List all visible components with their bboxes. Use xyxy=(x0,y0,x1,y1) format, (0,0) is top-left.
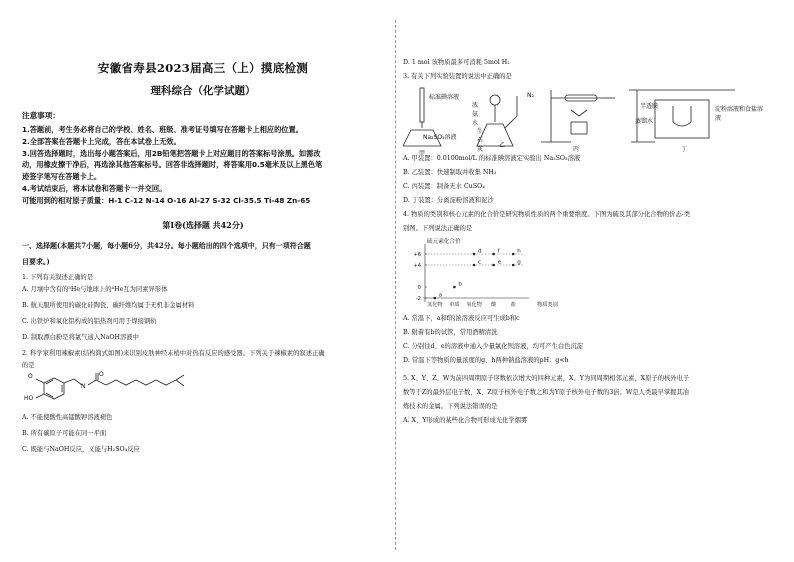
q4-option-c: C. 分别往d、e的溶液中通入少量氯化钡溶液，均可产生白色沉淀 xyxy=(403,343,584,350)
label-membrane: 半透膜 xyxy=(640,103,659,110)
section-title: 第Ⅰ卷(选择题 共42分) xyxy=(162,219,244,230)
q4-option-b: B. 附着有b的试管，常用酒精清洗 xyxy=(403,329,498,336)
note-line: 迹签字笔写在答题卡上。 xyxy=(22,172,102,182)
column-divider xyxy=(395,20,396,550)
note-line: 2.全部答案在答题卡上完成，答在本试卷上无效。 xyxy=(22,136,181,146)
question-2-stem: 2. 科学家利用辣椒素(结构简式如图)来识别皮肤神经末梢中对热有反应的感受器。下列关于辣椒素的叙述正确 xyxy=(22,349,325,357)
label-jia: 甲 xyxy=(419,150,426,157)
left-column xyxy=(22,40,384,461)
data-point-label: g xyxy=(517,259,521,266)
y-axis-label: 硫元素化合价 xyxy=(427,239,461,245)
question-2-stem-cont: 的是 xyxy=(22,361,35,369)
label-starch-salt: 淀粉溶液和食盐溶液 xyxy=(715,106,764,122)
data-point xyxy=(473,253,476,256)
x-tick-label: 氢化物 xyxy=(427,302,443,308)
question-3-stem: 3. 有关下列实验装置的说法中正确的是 xyxy=(403,73,512,80)
q1-option-d: D. 制取漂白粉是将氯气通入NaOH溶液中 xyxy=(22,333,139,341)
mol-label-carbonyl: O xyxy=(99,370,104,378)
y-tick-label: +4 xyxy=(413,263,421,269)
atomic-mass-line: 可能用到的相对原子质量：H-1 C-12 N-14 O-16 Al-27 S-32 Cl-35.5 Ti-48 Zn-65 xyxy=(22,195,311,205)
capsaicin-structure xyxy=(22,370,384,409)
q1-option-a: A. 月壤中含有的³He与地球上的⁴He互为同素异形体 xyxy=(22,285,168,293)
data-point-label: h xyxy=(517,248,521,255)
question-4-stem-cont: 别图。下列说法正确的是 xyxy=(403,225,473,232)
data-point-label: e xyxy=(497,259,502,266)
mol-label-nitrogen: N xyxy=(81,382,86,390)
label-distilled-water: 蒸馏水 xyxy=(635,118,654,125)
question-5-stem-cont: 数等于Z的最外层电子数，X、Z原子核外电子数之和为Y原子核外电子数的3倍。W是人类最早掌握其冶 xyxy=(403,389,690,396)
x-tick-label: 盐 xyxy=(510,302,516,308)
data-point xyxy=(434,297,437,300)
data-point xyxy=(473,264,476,267)
data-point-label: c xyxy=(478,259,482,266)
label-bing: 丙 xyxy=(573,146,580,153)
data-point-label: f xyxy=(497,248,500,255)
y-tick-label: 0 xyxy=(417,285,421,291)
right-column xyxy=(403,58,775,430)
q5-option-a: A. X、Y形成的某些化合物可形成光化学烟雾 xyxy=(403,417,528,424)
question-5-stem: 5. X、Y、Z、W为前四周期原子序数依次增大的四种元素，X、Y为同周期相邻元素，X原子的核外电子 xyxy=(403,375,690,382)
label-quicklime: 生石灰 xyxy=(477,128,484,153)
data-point xyxy=(492,264,495,267)
x-tick-label: 单质 xyxy=(449,302,460,308)
data-point xyxy=(453,286,456,289)
q3-option-d: D. 丁装置：分离淀粉溶液和泥沙 xyxy=(403,197,494,204)
q2-option-c: C. 既能与NaOH反应，又能与H₂SO₄反应 xyxy=(22,445,140,453)
notes-heading: 注意事项： xyxy=(22,111,60,120)
q2-option-b: B. 所有碳原子可能在同一平面 xyxy=(22,429,107,437)
q3-option-b: B. 乙装置：快速制取并收集 NH₃ xyxy=(403,169,497,176)
sulfur-valence-chart xyxy=(403,238,775,310)
data-point xyxy=(492,253,495,256)
x-axis-label: 物质类别 xyxy=(537,302,558,308)
x-tick-label: 氧化物 xyxy=(466,302,482,308)
label-ammonia: 浓氨水 xyxy=(472,102,479,127)
apparatus-figures xyxy=(403,86,775,157)
capsaicin-structure-svg xyxy=(22,370,222,409)
mol-label-hydroxyl: HO xyxy=(24,394,34,402)
q2-option-d: D. 1 mol 该物质最多可消耗 5mol H₂ xyxy=(403,59,510,66)
data-point xyxy=(512,264,515,267)
q4-option-d: D. 常温下等物质的量浓度的g、h两种钠盐溶液的pH：g<h xyxy=(403,357,569,364)
section-intro: 一、选择题(本题共7小题，每小题6分，共42分。每小题给出的四个选项中，只有一项符合题 xyxy=(22,240,311,250)
label-burette: 标准碘溶液 xyxy=(429,94,460,101)
exam-subtitle: 理科综合（化学试题） xyxy=(150,85,256,97)
section-intro: 目要求。) xyxy=(22,257,50,267)
label-yi: 乙 xyxy=(499,142,506,149)
data-point-label: b xyxy=(458,281,462,288)
question-5-stem-cont: 炼技术的金属。下列说法错误的是 xyxy=(403,403,498,410)
label-ding: 丁 xyxy=(681,146,688,153)
q1-option-c: C. 出铁炉和氧化铝构成的铝热剂可用于焊接钢轨 xyxy=(22,317,157,325)
question-1-stem: 1. 下列有关叙述正确的是 xyxy=(22,273,93,281)
note-line: 动，用橡皮擦干净后，再选涂其他答案标号。回答非选择题时，将答案用0.5毫米及以上黑色笔 xyxy=(22,160,323,170)
q4-option-a: A. 常温下，a和f的浓溶液反应可生成b和c xyxy=(403,315,520,322)
x-tick-label: 酸 xyxy=(490,302,497,308)
data-point xyxy=(512,253,515,256)
note-line: 4.考试结束后，将本试卷和答题卡一并交回。 xyxy=(22,183,167,193)
q2-option-a: A. 不能使酸性高锰酸钾溶液褪色 xyxy=(22,413,113,421)
label-n2: N₂ xyxy=(527,92,534,99)
apparatus-bing-svg xyxy=(531,86,621,148)
note-line: 3.回答选择题时，选出每小题答案后，用2B铅笔把答题卡上对应题目的答案标号涂黑。如需改 xyxy=(22,148,321,158)
question-4-stem: 4. 物质的类别和核心元素的化合价是研究物质性质的两个重要维度。下图为硫及其部分化合物的价态-类 xyxy=(403,211,691,218)
data-point-label: a xyxy=(438,292,443,299)
q3-option-c: C. 丙装置：制备无水 CuSO₄ xyxy=(403,183,485,190)
y-tick-label: -2 xyxy=(415,296,421,302)
y-tick-label: +6 xyxy=(413,252,421,258)
data-point-label: d xyxy=(478,248,482,255)
exam-title: 安徽省寿县2023届高三（上）摸底检测 xyxy=(97,61,309,75)
mol-label-methoxy: O xyxy=(28,372,33,380)
note-line: 1.答题前，考生务必将自己的学校、姓名、班级、准考证号填写在答题卡上相应的位置。 xyxy=(22,125,303,134)
label-flask: Na₂SO₃溶液 xyxy=(423,134,457,141)
sulfur-valence-chart-svg xyxy=(403,238,573,310)
q1-option-b: B. 航天服所使用的碳化硅陶瓷、碳纤维均属于无机非金属材料 xyxy=(22,301,195,309)
q3-option-a: A. 甲装置：0.0100mol/L 的标准碘溶液定实验出 Na₂SO₃溶液 xyxy=(403,155,581,162)
